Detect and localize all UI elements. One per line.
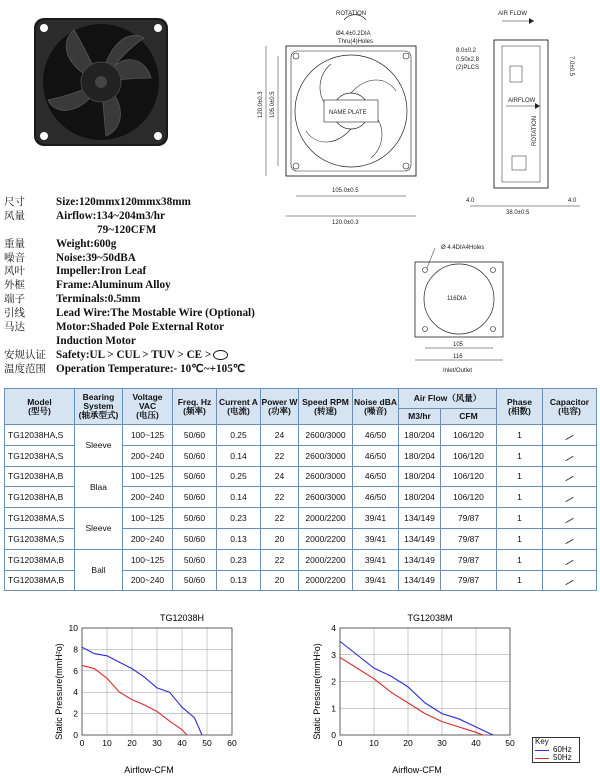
spec-label-zh: 风量	[4, 209, 25, 222]
cell-cfm: 79/87	[441, 570, 497, 591]
cell-capacitor	[543, 445, 597, 466]
y-tick-label: 4	[73, 687, 78, 698]
cell-voltage: 100~125	[123, 466, 173, 487]
cell-speed: 2600/3000	[299, 445, 353, 466]
series-line-50Hz	[82, 665, 187, 735]
cutout-drawing	[405, 240, 515, 375]
cell-power: 22	[261, 549, 299, 570]
cell-current: 0.25	[217, 466, 261, 487]
cell-model: TG12038MA,S	[5, 528, 75, 549]
cell-voltage: 200~240	[123, 570, 173, 591]
col-noise: Noise dBA (噪音)	[353, 389, 399, 425]
table-row	[5, 466, 597, 487]
key-title: Key	[535, 737, 549, 746]
spec-label-zh: 端子	[4, 293, 25, 306]
cell-capacitor	[543, 549, 597, 570]
cell-capacitor	[543, 466, 597, 487]
cell-current: 0.14	[217, 445, 261, 466]
cutout-116: 116	[453, 354, 463, 360]
cell-model: TG12038HA,B	[5, 487, 75, 508]
cell-speed: 2600/3000	[299, 466, 353, 487]
cell-speed: 2600/3000	[299, 425, 353, 446]
spec-value: Motor:Shaded Pole External Rotor	[56, 321, 225, 334]
spec-value: Induction Motor	[56, 334, 136, 347]
side-airflow-top: AIR FLOW	[498, 11, 528, 17]
dim-120-bottom: 120.0±0.3	[332, 220, 359, 226]
series-line-60Hz	[340, 641, 493, 735]
cell-freq: 50/60	[173, 549, 217, 570]
y-tick-label: 4	[331, 623, 336, 633]
cell-bearing: Sleeve	[75, 425, 123, 467]
spec-list	[4, 196, 304, 377]
cell-phase: 1	[497, 466, 543, 487]
chart-title: TG12038M	[407, 613, 453, 623]
cell-current: 0.23	[217, 549, 261, 570]
side-dim-left: 4.0	[466, 198, 475, 204]
cell-freq: 50/60	[173, 466, 217, 487]
cell-capacitor	[543, 425, 597, 446]
col-capacitor: Capacitor (电容)	[543, 389, 597, 425]
cell-power: 20	[261, 570, 299, 591]
cell-noise: 39/41	[353, 570, 399, 591]
spec-label-zh: 风叶	[4, 265, 25, 278]
spec-row	[4, 363, 304, 377]
spec-row	[4, 224, 304, 238]
rotation-label: ROTATION	[336, 11, 367, 17]
key-60hz-label: 60Hz	[553, 745, 572, 754]
spec-value: Frame:Aluminum Alloy	[56, 279, 171, 292]
cutout-dia-label: 116DIA	[447, 296, 467, 302]
cell-capacitor	[543, 570, 597, 591]
spec-value: Lead Wire:The Mostable Wire (Optional)	[56, 307, 255, 320]
side-view-drawing	[450, 6, 596, 216]
cell-capacitor	[543, 528, 597, 549]
cutout-105: 105	[453, 342, 464, 348]
cell-m3: 180/204	[399, 445, 441, 466]
cell-phase: 1	[497, 445, 543, 466]
cell-speed: 2600/3000	[299, 487, 353, 508]
key-50hz-label: 50Hz	[553, 753, 572, 762]
x-tick-label: 0	[79, 738, 85, 748]
col-bearing: Bearing System (轴承型式)	[75, 389, 123, 425]
spec-row	[4, 293, 304, 307]
spec-label-zh: 重量	[4, 237, 25, 250]
spec-value: Impeller:Iron Leaf	[56, 265, 147, 278]
y-tick-label: 8	[73, 644, 78, 655]
x-tick-label: 20	[403, 738, 413, 748]
chart-tg12038h	[0, 608, 300, 783]
ccc-mark-icon	[213, 350, 228, 360]
cell-cfm: 79/87	[441, 508, 497, 529]
y-axis-label: Static Pressure(mmH²o)	[54, 643, 64, 740]
cell-model: TG12038MA,B	[5, 570, 75, 591]
cell-m3: 134/149	[399, 528, 441, 549]
capacitor-mark-icon	[565, 518, 573, 523]
cell-phase: 1	[497, 425, 543, 446]
cell-noise: 46/50	[353, 445, 399, 466]
spec-value: 79~120CFM	[97, 223, 157, 236]
key-50hz	[533, 754, 579, 762]
key-legend	[532, 737, 580, 763]
dim-120-left: 120.0±0.3	[258, 91, 264, 118]
spec-label-zh: 马达	[4, 321, 25, 334]
spec-value: Safety:UL > CUL > TUV > CE >	[56, 348, 212, 361]
cell-model: TG12038HA,S	[5, 425, 75, 446]
x-tick-label: 20	[127, 738, 137, 748]
spec-value: Terminals:0.5mm	[56, 293, 141, 306]
cell-voltage: 100~125	[123, 549, 173, 570]
key-50hz-line	[535, 758, 549, 759]
key-60hz-line	[535, 750, 549, 751]
spec-value: Airflow:134~204m3/hr	[56, 209, 165, 222]
y-tick-label: 3	[331, 649, 336, 660]
dim-105-left: 105.0±0.5	[270, 91, 276, 118]
cell-power: 24	[261, 466, 299, 487]
spec-label-zh: 外框	[4, 279, 25, 292]
cell-noise: 39/41	[353, 528, 399, 549]
cell-speed: 2000/2200	[299, 549, 353, 570]
side-airflow-mid: AIRFLOW	[508, 98, 536, 104]
cell-current: 0.23	[217, 508, 261, 529]
cell-freq: 50/60	[173, 425, 217, 446]
spec-value: Noise:39~50dBA	[56, 251, 136, 264]
hole-label: Ø4.4±0.2DIA	[336, 31, 371, 37]
cutout-caption: Inlet/Outlet	[443, 368, 473, 374]
capacitor-mark-icon	[565, 559, 573, 564]
spec-row	[4, 265, 304, 279]
spec-row	[4, 279, 304, 293]
y-tick-label: 6	[73, 665, 78, 676]
cell-cfm: 79/87	[441, 528, 497, 549]
spec-label-zh: 尺寸	[4, 196, 25, 208]
dim-105-bottom: 105.0±0.5	[332, 188, 359, 194]
cell-bearing: Blaa	[75, 466, 123, 508]
cell-model: TG12038MA,S	[5, 508, 75, 529]
cell-m3: 180/204	[399, 425, 441, 446]
col-freq: Freq. Hz (频率)	[173, 389, 217, 425]
cell-current: 0.14	[217, 487, 261, 508]
cell-cfm: 79/87	[441, 549, 497, 570]
cell-m3: 180/204	[399, 466, 441, 487]
cell-capacitor	[543, 508, 597, 529]
cell-bearing: Sleeve	[75, 508, 123, 550]
cell-noise: 39/41	[353, 508, 399, 529]
col-airflow: Air Flow（风量）	[399, 389, 497, 409]
x-tick-label: 60	[227, 738, 237, 748]
cell-noise: 46/50	[353, 425, 399, 446]
spec-row	[4, 252, 304, 266]
table-row	[5, 508, 597, 529]
cell-voltage: 100~125	[123, 425, 173, 446]
table-row	[5, 549, 597, 570]
y-tick-label: 1	[331, 703, 336, 714]
capacitor-mark-icon	[565, 435, 573, 440]
cell-cfm: 106/120	[441, 487, 497, 508]
cell-freq: 50/60	[173, 570, 217, 591]
cell-power: 20	[261, 528, 299, 549]
cell-capacitor	[543, 487, 597, 508]
col-voltage: Voltage VAC (电压)	[123, 389, 173, 425]
cell-power: 22	[261, 445, 299, 466]
spec-row	[4, 321, 304, 335]
capacitor-mark-icon	[565, 456, 573, 461]
x-tick-label: 40	[177, 738, 187, 748]
series-line-50Hz	[340, 657, 483, 735]
spec-row	[4, 238, 304, 252]
cell-current: 0.13	[217, 528, 261, 549]
cell-speed: 2000/2200	[299, 528, 353, 549]
table-row	[5, 425, 597, 446]
x-axis-label: Airflow-CFM	[392, 765, 442, 775]
x-tick-label: 10	[369, 738, 379, 748]
col-current: Current A (电流)	[217, 389, 261, 425]
cell-cfm: 106/120	[441, 445, 497, 466]
cell-freq: 50/60	[173, 528, 217, 549]
cell-current: 0.25	[217, 425, 261, 446]
nameplate-label: NAME PLATE	[329, 110, 367, 116]
spec-label-zh: 温度范围	[4, 362, 46, 375]
cell-noise: 46/50	[353, 487, 399, 508]
spec-row	[4, 196, 304, 210]
spec-row	[4, 210, 304, 224]
col-speed: Speed RPM (转速)	[299, 389, 353, 425]
cell-noise: 46/50	[353, 466, 399, 487]
cell-m3: 180/204	[399, 487, 441, 508]
cell-bearing: Ball	[75, 549, 123, 591]
cell-speed: 2000/2200	[299, 508, 353, 529]
cell-noise: 39/41	[353, 549, 399, 570]
y-axis-label: Static Pressure(mmH²o)	[312, 643, 322, 740]
cell-cfm: 106/120	[441, 466, 497, 487]
cell-m3: 134/149	[399, 549, 441, 570]
col-phase: Phase (相数)	[497, 389, 543, 425]
cell-power: 22	[261, 508, 299, 529]
x-tick-label: 40	[471, 738, 481, 748]
y-tick-label: 0	[73, 730, 78, 740]
x-axis-label: Airflow-CFM	[124, 765, 174, 775]
cell-model: TG12038MA,B	[5, 549, 75, 570]
cell-cfm: 106/120	[441, 425, 497, 446]
side-dim-right-2: 4.0	[568, 198, 577, 204]
cell-freq: 50/60	[173, 508, 217, 529]
spec-row	[4, 335, 304, 349]
cell-current: 0.13	[217, 570, 261, 591]
cell-voltage: 200~240	[123, 487, 173, 508]
col-power: Power W (功率)	[261, 389, 299, 425]
y-tick-label: 0	[331, 730, 336, 740]
cell-voltage: 200~240	[123, 528, 173, 549]
cell-speed: 2000/2200	[299, 570, 353, 591]
capacitor-mark-icon	[565, 539, 573, 544]
cell-m3: 134/149	[399, 508, 441, 529]
side-rotation: ROTATION	[532, 115, 538, 146]
spec-value: Weight:600g	[56, 237, 117, 250]
y-tick-label: 2	[331, 676, 336, 687]
x-tick-label: 0	[337, 738, 343, 748]
cell-phase: 1	[497, 508, 543, 529]
hole-label-2: Thru(4)Holes	[338, 39, 374, 45]
cell-phase: 1	[497, 549, 543, 570]
col-cfm: CFM	[441, 409, 497, 425]
cell-model: TG12038HA,S	[5, 445, 75, 466]
cell-power: 24	[261, 425, 299, 446]
side-dim-mid: 38.0±0.5	[506, 210, 530, 216]
side-dim-1: 8.0±0.2	[456, 48, 476, 54]
side-dim-2: 0.50x2.8	[456, 57, 480, 63]
spec-table	[4, 388, 597, 591]
cell-phase: 1	[497, 570, 543, 591]
cutout-holes-label: Ø 4.4DIA4Holes	[441, 245, 485, 251]
x-tick-label: 50	[505, 738, 515, 748]
spec-row	[4, 307, 304, 321]
spec-label-zh: 引线	[4, 307, 25, 320]
y-tick-label: 10	[68, 623, 78, 633]
side-dim-right: 7.0±0.5	[568, 56, 574, 76]
spec-row	[4, 349, 304, 363]
cell-model: TG12038HA,B	[5, 466, 75, 487]
cell-phase: 1	[497, 487, 543, 508]
cell-phase: 1	[497, 528, 543, 549]
x-tick-label: 30	[152, 738, 162, 748]
spec-label-zh: 安规认证	[4, 348, 46, 361]
capacitor-mark-icon	[565, 580, 573, 585]
spec-value: Operation Temperature:- 10℃~+105℃	[56, 362, 246, 375]
cell-freq: 50/60	[173, 445, 217, 466]
x-tick-label: 30	[437, 738, 447, 748]
fan-photo	[26, 8, 176, 158]
spec-label-zh: 噪音	[4, 251, 25, 264]
col-model: Model (型号)	[5, 389, 75, 425]
capacitor-mark-icon	[565, 497, 573, 502]
x-tick-label: 50	[202, 738, 212, 748]
col-m3hr: M3/hr	[399, 409, 441, 425]
chart-title: TG12038H	[159, 613, 205, 623]
cell-freq: 50/60	[173, 487, 217, 508]
cell-power: 22	[261, 487, 299, 508]
spec-value: Size:120mmx120mmx38mm	[56, 196, 191, 208]
cell-voltage: 200~240	[123, 445, 173, 466]
side-dim-3: (2)PLCS	[456, 65, 480, 71]
y-tick-label: 2	[73, 708, 78, 719]
cell-m3: 134/149	[399, 570, 441, 591]
x-tick-label: 10	[102, 738, 112, 748]
cell-voltage: 100~125	[123, 508, 173, 529]
series-line-60Hz	[82, 647, 202, 735]
capacitor-mark-icon	[565, 476, 573, 481]
